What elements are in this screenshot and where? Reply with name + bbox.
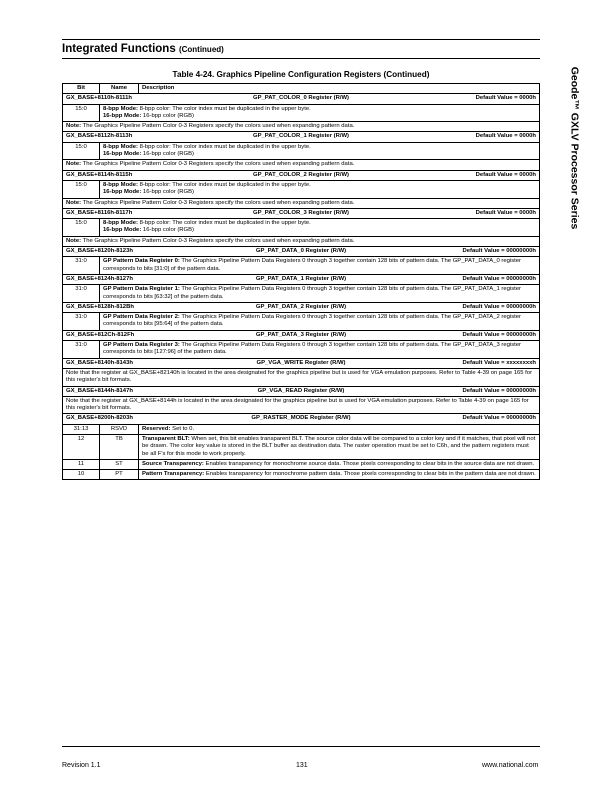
register-name: GP_PAT_COLOR_1 Register (R/W) (252, 133, 349, 140)
bit-range: 31:0 (63, 285, 100, 303)
bit-row (63, 341, 540, 359)
bit-row (63, 219, 540, 237)
register-name: GP_VGA_READ Register (R/W) (257, 387, 345, 394)
register-address: GX_BASE+8112h-8113h (66, 133, 133, 140)
bit-name: PT (100, 470, 139, 480)
register-table (62, 83, 540, 480)
side-title: Geode™ GXLV Processor Series (568, 66, 581, 230)
register-default: Default Value = 00000000h (462, 248, 536, 255)
bit-description: Source Transparency: Enables transparency for monochrome source data. Those pixels corresponding to clear bits in the source data are not drawn. (139, 459, 540, 469)
register-header-row (63, 358, 540, 368)
register-default: Default Value = 0000h (475, 209, 536, 216)
bit-row (63, 285, 540, 303)
bit-description: 8-bpp Mode: 8-bpp color: The color index must be duplicated in the upper byte. 16-bpp Mode: 16-bpp color (RGB) (100, 142, 540, 160)
bit-row (63, 313, 540, 331)
register-header-row (63, 208, 540, 218)
register-address: GX_BASE+8116h-8117h (66, 209, 133, 216)
register-address: GX_BASE+8200h-8203h (66, 415, 133, 422)
bit-name: ST (100, 459, 139, 469)
register-header-row (63, 414, 540, 424)
register-header-row (63, 247, 540, 257)
bit-range: 12 (63, 434, 100, 459)
register-address: GX_BASE+8128h-812Bh (66, 303, 134, 310)
register-default: Default Value = 00000000h (462, 275, 536, 282)
column-header-row (63, 84, 540, 94)
register-header-row (63, 170, 540, 180)
register-default: Default Value = 00000000h (462, 303, 536, 310)
page-title: Integrated Functions (Continued) (62, 43, 224, 55)
note-row: Note: The Graphics Pipeline Pattern Color 0-3 Registers specify the colors used when expanding pattern data. (63, 236, 540, 246)
bit-name: TB (100, 434, 139, 459)
bit-description: 8-bpp Mode: 8-bpp color: The color index must be duplicated in the upper byte. 16-bpp Mode: 16-bpp color (RGB) (100, 180, 540, 198)
register-note-row: Note that the register at GX_BASE+82140h is located in the area designated for the graphics pipeline but is used for VGA emulation purposes. Refer to Table 4-39 on page 165 for this register's bit formats. (63, 368, 540, 386)
bit-description: Pattern Transparency: Enables transparency for monochrome pattern data. Those pixels corresponding to clear bits in the pattern data are not drawn. (139, 470, 540, 480)
header-rule-bottom (62, 58, 540, 59)
register-name: GP_PAT_DATA_0 Register (R/W) (255, 248, 347, 255)
bit-range: 31:0 (63, 313, 100, 331)
bit-row (63, 434, 540, 459)
register-default: Default Value = xxxxxxxxh (462, 359, 536, 366)
bit-range: 15:0 (63, 142, 100, 160)
register-name: GP_VGA_WRITE Register (R/W) (256, 359, 346, 366)
register-default: Default Value = 0000h (475, 95, 536, 102)
footer-revision: Revision 1.1 (62, 762, 101, 769)
bit-range: 31:0 (63, 257, 100, 275)
register-name: GP_PAT_DATA_1 Register (R/W) (255, 275, 347, 282)
register-header-row (63, 132, 540, 142)
note-row: Note: The Graphics Pipeline Pattern Color 0-3 Registers specify the colors used when expanding pattern data. (63, 122, 540, 132)
register-default: Default Value = 00000000h (462, 331, 536, 338)
register-address: GX_BASE+8144h-8147h (66, 387, 133, 394)
bit-range: 10 (63, 470, 100, 480)
bit-name: RSVD (100, 424, 139, 434)
bit-description: GP Pattern Data Register 2: The Graphics Pipeline Pattern Data Registers 0 through 3 together contain 128 bits of pattern data. The GP_PAT_DATA_2 register corresponds to bits [95:64] of the pattern data. (100, 313, 540, 331)
bit-range: 15:0 (63, 104, 100, 122)
register-name: GP_PAT_COLOR_3 Register (R/W) (252, 209, 349, 216)
bit-row (63, 459, 540, 469)
register-name: GP_PAT_COLOR_2 Register (R/W) (252, 171, 349, 178)
register-address: GX_BASE+8120h-8123h (66, 248, 133, 255)
bit-description: GP Pattern Data Register 0: The Graphics Pipeline Pattern Data Registers 0 through 3 together contain 128 bits of pattern data. The GP_PAT_DATA_0 register corresponds to bits [31:0] of the pattern data. (100, 257, 540, 275)
bit-description: GP Pattern Data Register 1: The Graphics Pipeline Pattern Data Registers 0 through 3 together contain 128 bits of pattern data. The GP_PAT_DATA_1 register corresponds to bits [63:32] of the pattern data. (100, 285, 540, 303)
bit-range: 31:13 (63, 424, 100, 434)
register-note-row: Note that the register at GX_BASE+8144h is located in the area designated for the graphics pipeline but is used for VGA emulation purposes. Refer to Table 4-39 on page 165 for this register's bit formats. (63, 396, 540, 414)
col-name: Name (100, 84, 139, 94)
register-name: GP_PAT_DATA_3 Register (R/W) (255, 331, 347, 338)
table-caption: Table 4-24. Graphics Pipeline Configuration Registers (Continued) (172, 70, 430, 79)
bit-description: Transparent BLT: When set, this bit enables transparent BLT. The source color data will be compared to a color key and if it matches, that pixel will not be drawn. The color key value is stored in the BLT buffer as destination data. The raster operation must be set to C6h, and the pattern registers must be all F's for this mode to work properly. (139, 434, 540, 459)
bit-range: 11 (63, 459, 100, 469)
bit-range: 31:0 (63, 341, 100, 359)
register-address: GX_BASE+8110h-8111h (66, 95, 132, 102)
bit-description: Reserved: Set to 0. (139, 424, 540, 434)
bit-row (63, 104, 540, 122)
header-rule-top (62, 39, 540, 40)
bit-row (63, 142, 540, 160)
register-default: Default Value = 0000h (475, 133, 536, 140)
register-header-row (63, 302, 540, 312)
col-bit: Bit (63, 84, 100, 94)
bit-description: GP Pattern Data Register 3: The Graphics Pipeline Pattern Data Registers 0 through 3 together contain 128 bits of pattern data. The GP_PAT_DATA_3 register corresponds to bits [127:96] of the pattern data. (100, 341, 540, 359)
register-name: GP_PAT_COLOR_0 Register (R/W) (252, 95, 349, 102)
bit-row (63, 180, 540, 198)
col-description: Description (139, 84, 540, 94)
footer-website: www.national.com (482, 762, 539, 769)
register-header-row (63, 330, 540, 340)
register-address: GX_BASE+8114h-8115h (66, 171, 133, 178)
register-address: GX_BASE+8124h-8127h (66, 275, 133, 282)
register-header-row (63, 94, 540, 104)
register-name: GP_PAT_DATA_2 Register (R/W) (255, 303, 347, 310)
bit-range: 15:0 (63, 219, 100, 237)
register-address: GX_BASE+8140h-8143h (66, 359, 133, 366)
register-name: GP_RASTER_MODE Register (R/W) (251, 415, 351, 422)
bit-row (63, 424, 540, 434)
register-default: Default Value = 00000000h (462, 415, 536, 422)
table-bottom-rule (62, 746, 540, 747)
bit-description: 8-bpp Mode: 8-bpp color: The color index must be duplicated in the upper byte. 16-bpp Mode: 16-bpp color (RGB) (100, 104, 540, 122)
register-default: Default Value = 0000h (475, 171, 536, 178)
register-address: GX_BASE+812Ch-812Fh (66, 331, 135, 338)
register-header-row (63, 386, 540, 396)
bit-description: 8-bpp Mode: 8-bpp color: The color index must be duplicated in the upper byte. 16-bpp Mode: 16-bpp color (RGB) (100, 219, 540, 237)
bit-row (63, 470, 540, 480)
note-row: Note: The Graphics Pipeline Pattern Color 0-3 Registers specify the colors used when expanding pattern data. (63, 160, 540, 170)
note-row: Note: The Graphics Pipeline Pattern Color 0-3 Registers specify the colors used when expanding pattern data. (63, 198, 540, 208)
footer-page-number: 131 (296, 762, 308, 769)
bit-row (63, 257, 540, 275)
register-default: Default Value = 00000000h (462, 387, 536, 394)
bit-range: 15:0 (63, 180, 100, 198)
register-header-row (63, 274, 540, 284)
